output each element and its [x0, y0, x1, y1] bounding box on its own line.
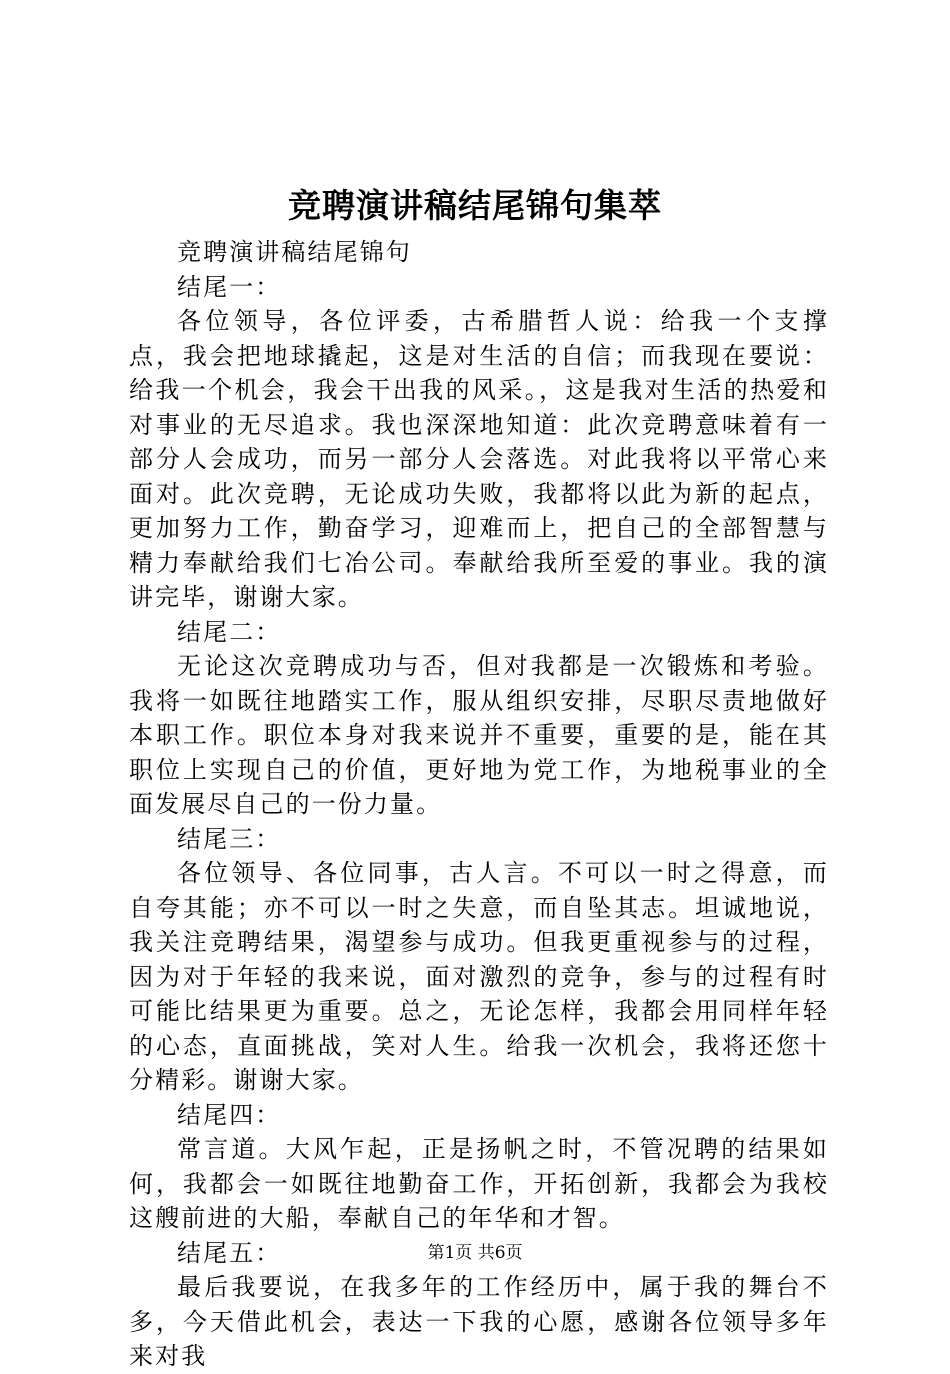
section-heading-3: 结尾三：	[177, 824, 282, 853]
subtitle-line: 竞聘演讲稿结尾锦句	[177, 238, 412, 266]
section-heading-4: 结尾四：	[177, 1100, 282, 1129]
document-title: 竞聘演讲稿结尾锦句集萃	[288, 186, 662, 225]
page-number-footer: 第1页 共6页	[427, 1243, 523, 1263]
section-paragraph-2: 无论这次竞聘成功与否，但对我都是一次锻炼和考验。我将一如既往地踏实工作，服从组织安排，尽职尽责地做好本职工作。职位本身对我来说并不重要，重要的是，能在其职位上实现自己的价值，更好地为党工作，为地税事业的全面发展尽自己的一份力量。	[129, 652, 829, 818]
section-paragraph-3: 各位领导、各位同事，古人言。不可以一时之得意，而自夸其能；亦不可以一时之失意，而自坠其志。坦诚地说，我关注竞聘结果，渴望参与成功。但我更重视参与的过程，因为对于年轻的我来说，面对激烈的竞争，参与的过程有时可能比结果更为重要。总之，无论怎样，我都会用同样年轻的心态，直面挑战，笑对人生。给我一次机会，我将还您十分精彩。谢谢大家。	[129, 859, 829, 1094]
section-heading-5: 结尾五：	[177, 1238, 282, 1267]
document-body	[129, 235, 829, 1374]
section-paragraph-1: 各位领导，各位评委，古希腊哲人说：给我一个支撑点，我会把地球撬起，这是对生活的自信；而我现在要说：给我一个机会，我会干出我的风采。，这是我对生活的热爱和对事业的无尽追求。我也深深地知道：此次竞聘意味着有一部分人会成功，而另一部分人会落选。对此我将以平常心来面对。此次竞聘，无论成功失败，我都将以此为新的起点，更加努力工作，勤奋学习，迎难而上，把自己的全部智慧与精力奉献给我们七冶公司。奉献给我所至爱的事业。我的演讲完毕，谢谢大家。	[129, 307, 829, 611]
section-heading-2: 结尾二：	[177, 617, 282, 646]
section-paragraph-4: 常言道。大风乍起，正是扬帆之时，不管况聘的结果如何，我都会一如既往地勤奋工作，开拓创新，我都会为我校这艘前进的大船，奉献自己的年华和才智。	[129, 1135, 829, 1232]
section-paragraph-5: 最后我要说，在我多年的工作经历中，属于我的舞台不多，今天借此机会，表达一下我的心愿，感谢各位领导多年来对我	[129, 1273, 829, 1370]
section-heading-1: 结尾一：	[177, 272, 282, 301]
